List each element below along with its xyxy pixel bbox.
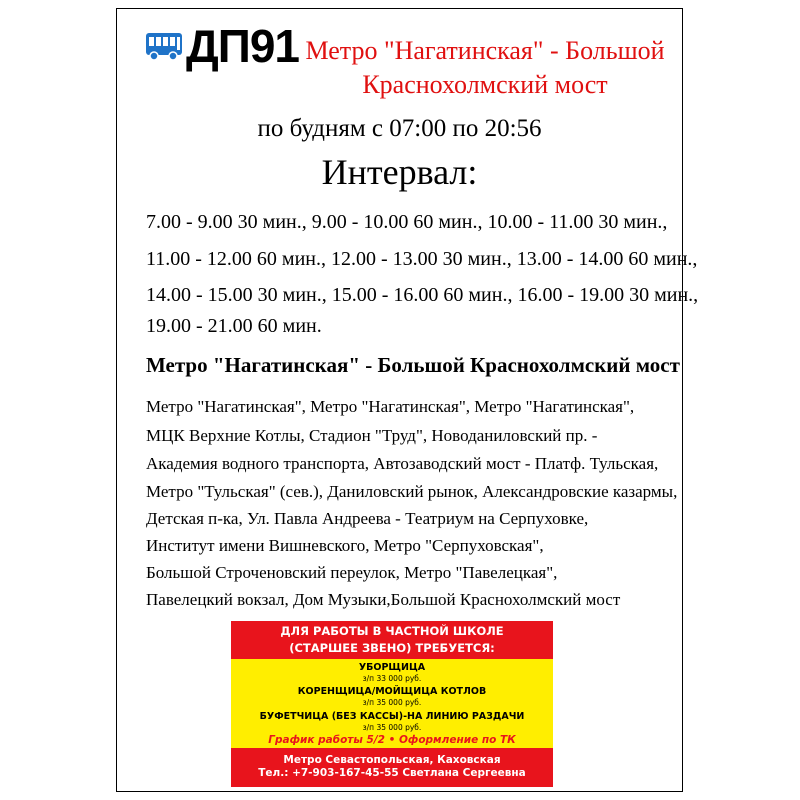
stop-line: Детская п-ка, Ул. Павла Андреева - Театриум на Серпуховке, <box>146 509 589 528</box>
stop-line: Институт имени Вишневского, Метро "Серпуховская", <box>146 536 544 555</box>
bus-icon <box>145 30 183 62</box>
job-pay: з/п 35 000 руб. <box>362 698 422 707</box>
job-advertisement <box>231 621 553 787</box>
stop-line: Павелецкий вокзал, Дом Музыки,Большой Краснохолмский мост <box>146 590 621 609</box>
schedule-text: по будням с 07:00 по 20:56 <box>257 115 542 142</box>
ad-work-schedule: График работы 5/2 • Оформление по ТК <box>231 733 553 747</box>
route-title-line: Метро "Нагатинская" - Большой <box>305 36 665 65</box>
interval-line: 19.00 - 21.00 60 мин. <box>146 315 322 337</box>
route-title <box>300 34 670 102</box>
stop-line: Академия водного транспорта, Автозаводский мост - Платф. Тульская, <box>146 454 659 473</box>
route-number: ДП91 <box>186 20 299 72</box>
stop-line: Метро "Тульская" (сев.), Даниловский рынок, Александровские казармы, <box>146 482 678 501</box>
interval-line: 14.00 - 15.00 30 мин., 15.00 - 16.00 60 мин., 16.00 - 19.00 30 мин., <box>146 284 699 306</box>
job-pay: з/п 35 000 руб. <box>362 723 422 732</box>
ad-phone: Тел.: +7-903-167-45-55 Светлана Сергеевна <box>258 767 526 779</box>
job-title: БУФЕТЧИЦА (БЕЗ КАССЫ)-НА ЛИНИЮ РАЗДАЧИ <box>259 711 525 722</box>
ad-location: Метро Севастопольская, Каховская <box>283 754 501 766</box>
ad-headline-line: ДЛЯ РАБОТЫ В ЧАСТНОЙ ШКОЛЕ <box>280 624 504 638</box>
job-title: УБОРЩИЦА <box>358 662 426 673</box>
ad-contact-block <box>231 748 553 787</box>
interval-heading: Интервал: <box>321 152 478 192</box>
stop-line: МЦК Верхние Котлы, Стадион "Труд", Новоданиловский пр. - <box>146 426 598 445</box>
interval-line: 11.00 - 12.00 60 мин., 12.00 - 13.00 30 мин., 13.00 - 14.00 60 мин., <box>146 248 698 270</box>
ad-headline <box>231 621 553 659</box>
stop-line: Большой Строченовский переулок, Метро "Павелецкая", <box>146 563 558 582</box>
route-title-line: Краснохолмский мост <box>362 70 608 99</box>
stop-line: Метро "Нагатинская", Метро "Нагатинская", Метро "Нагатинская", <box>146 397 635 416</box>
stops-heading: Метро "Нагатинская" - Большой Краснохолмский мост <box>146 353 680 377</box>
job-title: КОРЕНЩИЦА/МОЙЩИЦА КОТЛОВ <box>297 686 487 697</box>
interval-line: 7.00 - 9.00 30 мин., 9.00 - 10.00 60 мин., 10.00 - 11.00 30 мин., <box>146 211 668 233</box>
ad-headline-line: (СТАРШЕЕ ЗВЕНО) ТРЕБУЕТСЯ: <box>289 641 495 655</box>
job-pay: з/п 33 000 руб. <box>362 674 422 683</box>
